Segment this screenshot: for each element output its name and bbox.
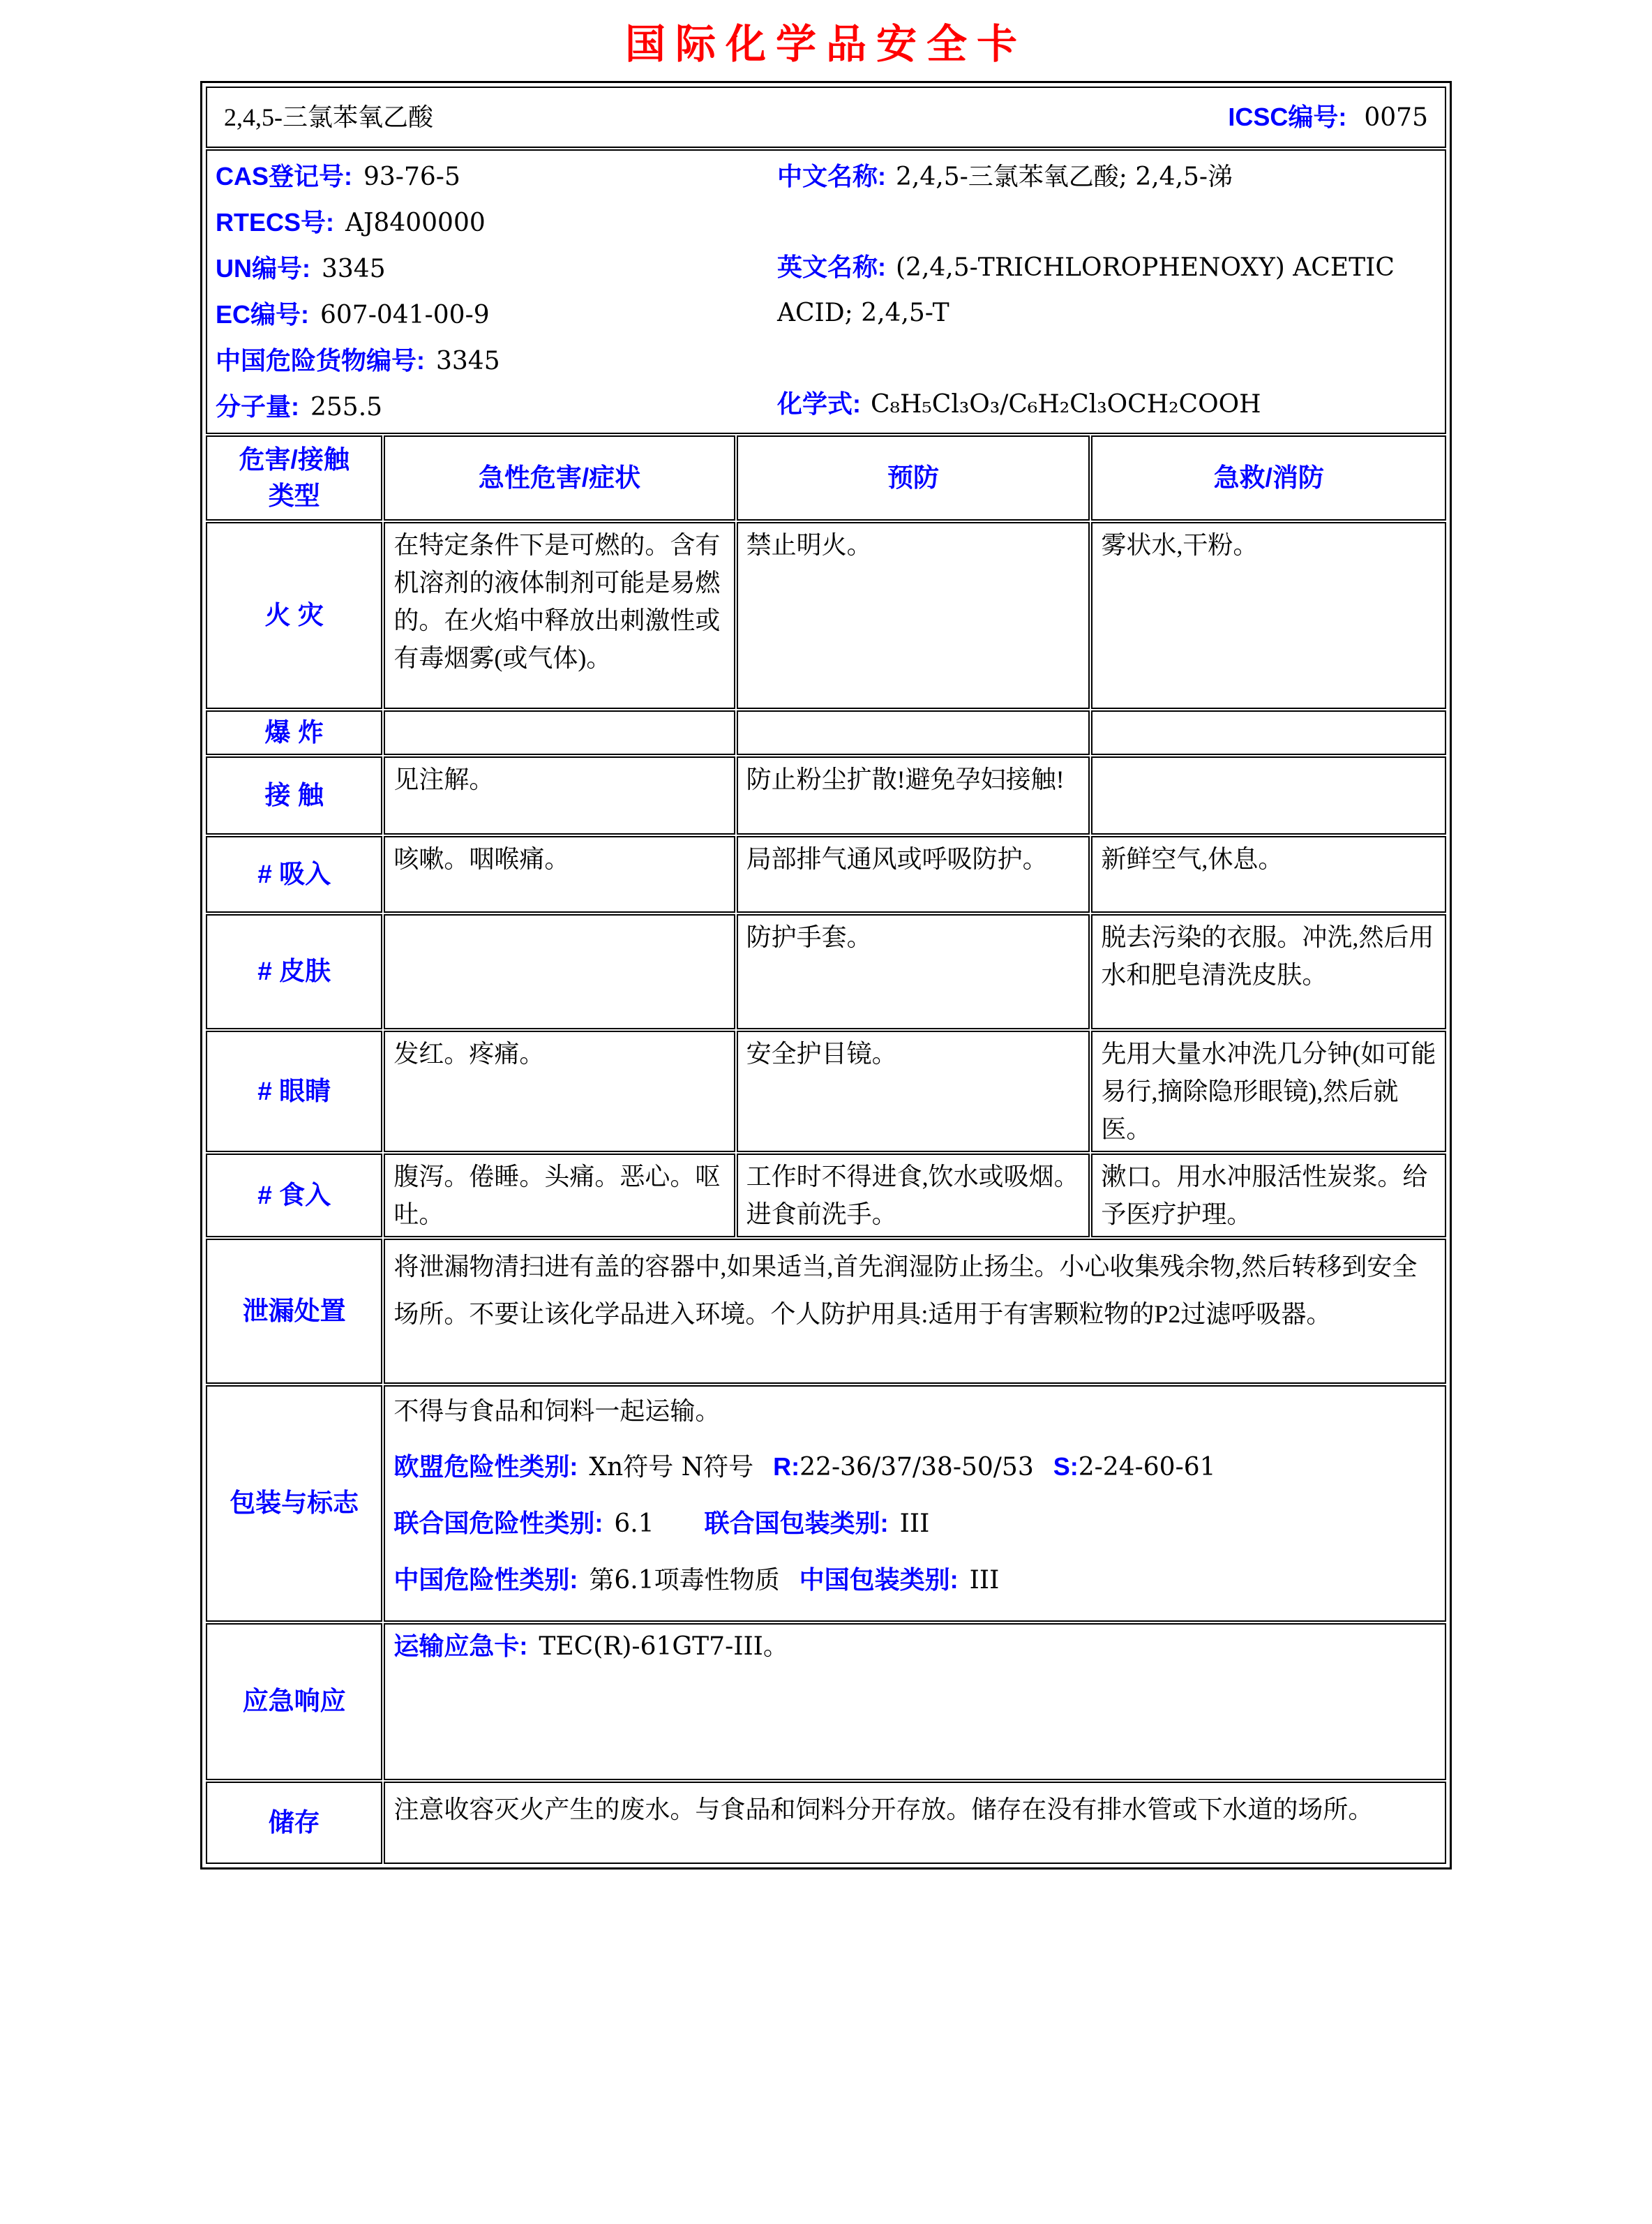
skin-row [206, 914, 1446, 1029]
eyes-firstaid-cell: 先用大量水冲洗几分钟(如可能易行,摘除隐形眼镜),然后就医。 [1091, 1031, 1446, 1152]
fire-prevention-cell: 禁止明火。 [737, 522, 1090, 709]
chemical-name: 2,4,5-三氯苯氧乙酸 [224, 103, 433, 131]
identifiers-left-column [216, 154, 777, 430]
formula-label: 化学式: [777, 389, 861, 418]
rtecs-number-line [216, 200, 777, 246]
cas-number-value: 93-76-5 [363, 163, 460, 191]
fire-symptoms-cell: 在特定条件下是可燃的。含有机溶剂的液体制剂可能是易燃的。在火焰中释放出刺激性或有毒烟雾(或气体)。 [384, 522, 735, 709]
english-name-value: (2,4,5-TRICHLOROPHENOXY) ACETIC ACID; 2,4,5-T [777, 253, 1395, 327]
transport-note: 不得与食品和饲料一起运输。 [393, 1396, 721, 1425]
formula-line [777, 381, 1436, 427]
inhalation-row-label: # 吸入 [206, 836, 382, 913]
chinese-name-value: 2,4,5-三氯苯氧乙酸; 2,4,5-涕 [896, 163, 1233, 191]
cas-number-label: CAS登记号: [216, 162, 352, 191]
fire-firstaid-cell: 雾状水,干粉。 [1091, 522, 1446, 709]
inhalation-symptoms-cell: 咳嗽。咽喉痛。 [384, 836, 735, 913]
storage-content-cell: 注意收容灭火产生的废水。与食品和饲料分开存放。储存在没有排水管或下水道的场所。 [384, 1782, 1446, 1864]
un-class-line [393, 1505, 1436, 1543]
header-acute-hazards: 急性危害/症状 [384, 435, 735, 521]
icsc-card [200, 81, 1452, 1869]
cas-number-line [216, 154, 777, 200]
contact-row-label: 接 触 [206, 756, 382, 835]
chinese-name-line [777, 154, 1436, 244]
english-name-line [777, 244, 1436, 336]
identifiers-right-column [777, 154, 1436, 430]
china-dg-number-label: 中国危险货物编号: [216, 346, 425, 375]
tec-card-label: 运输应急卡: [393, 1631, 528, 1660]
rtecs-number-value: AJ8400000 [345, 209, 486, 237]
explosion-firstaid-cell [1091, 710, 1446, 755]
icsc-number-label: ICSC编号: [1228, 102, 1347, 131]
contact-symptoms-cell: 见注解。 [384, 756, 735, 835]
ec-number-line [216, 292, 777, 338]
inhalation-firstaid-cell: 新鲜空气,休息。 [1091, 836, 1446, 913]
skin-firstaid-cell: 脱去污染的衣服。冲洗,然后用水和肥皂清洗皮肤。 [1091, 914, 1446, 1029]
header-hazard-type: 危害/接触 类型 [206, 435, 382, 521]
spill-row-label: 泄漏处置 [206, 1239, 382, 1384]
s-phrases-value: 2-24-60-61 [1078, 1452, 1216, 1482]
molecular-weight-value: 255.5 [310, 393, 383, 421]
eu-hazard-class-line [393, 1448, 1436, 1486]
emergency-row-label: 应急响应 [206, 1623, 382, 1780]
page-title: 国际化学品安全卡 [624, 22, 1027, 67]
cn-hazard-class-label: 中国危险性类别: [393, 1565, 578, 1594]
cn-packing-group-value: III [969, 1565, 1000, 1595]
icsc-card-table [204, 85, 1448, 1865]
explosion-prevention-cell [737, 710, 1090, 755]
eyes-symptoms-cell: 发红。疼痛。 [384, 1031, 735, 1152]
un-number-value: 3345 [322, 255, 386, 283]
r-phrases-value: 22-36/37/38-50/53 [799, 1452, 1034, 1482]
fire-row [206, 522, 1446, 709]
un-number-line [216, 246, 777, 292]
molecular-weight-label: 分子量: [216, 392, 299, 421]
china-dg-number-line [216, 338, 777, 384]
eyes-row [206, 1031, 1446, 1152]
packaging-row [206, 1385, 1446, 1622]
un-hazard-class-value: 6.1 [614, 1509, 654, 1538]
eu-hazard-class-value: Xn符号 N符号 [589, 1452, 754, 1482]
icsc-number-group [1228, 98, 1428, 137]
ingestion-prevention-cell: 工作时不得进食,饮水或吸烟。进食前洗手。 [737, 1154, 1090, 1237]
english-name-label: 英文名称: [777, 253, 886, 281]
molecular-weight-line [216, 384, 777, 430]
cn-packing-group-label: 中国包装类别: [799, 1565, 959, 1594]
tec-card-value: TEC(R)-61GT7-III。 [539, 1632, 788, 1661]
un-number-label: UN编号: [216, 254, 310, 283]
eu-hazard-class-label: 欧盟危险性类别: [393, 1451, 578, 1481]
cn-hazard-class-value: 第6.1项毒性物质 [589, 1565, 780, 1595]
inhalation-prevention-cell: 局部排气通风或呼吸防护。 [737, 836, 1090, 913]
un-packing-group-label: 联合国包装类别: [704, 1508, 889, 1537]
contact-row [206, 756, 1446, 835]
rtecs-number-label: RTECS号: [216, 208, 334, 237]
storage-row [206, 1782, 1446, 1864]
s-phrases-label: S: [1053, 1451, 1079, 1481]
r-phrases-label: R: [773, 1451, 800, 1481]
skin-prevention-cell: 防护手套。 [737, 914, 1090, 1029]
identifiers-section [206, 149, 1446, 434]
inhalation-row [206, 836, 1446, 913]
packaging-content-cell [384, 1385, 1446, 1622]
spill-row [206, 1239, 1446, 1384]
un-packing-group-value: III [899, 1509, 930, 1538]
un-hazard-class-label: 联合国危险性类别: [393, 1508, 603, 1537]
china-dg-number-value: 3345 [436, 347, 500, 375]
fire-row-label: 火 灾 [206, 522, 382, 709]
ingestion-row [206, 1154, 1446, 1237]
header-firstaid-firefighting: 急救/消防 [1091, 435, 1446, 521]
cn-class-line [393, 1561, 1436, 1599]
icsc-number-value: 0075 [1364, 103, 1428, 132]
ec-number-value: 607-041-00-9 [320, 301, 490, 329]
explosion-symptoms-cell [384, 710, 735, 755]
formula-value: C₈H₅Cl₃O₃/C₆H₂Cl₃OCH₂COOH [871, 390, 1261, 419]
eyes-prevention-cell: 安全护目镜。 [737, 1031, 1090, 1152]
contact-prevention-cell: 防止粉尘扩散!避免孕妇接触! [737, 756, 1090, 835]
ingestion-row-label: # 食入 [206, 1154, 382, 1237]
spill-content-cell: 将泄漏物清扫进有盖的容器中,如果适当,首先润湿防止扬尘。小心收集残余物,然后转移到安全场所。不要让该化学品进入环境。个人防护用具:适用于有害颗粒物的P2过滤呼吸器。 [384, 1239, 1446, 1384]
chinese-name-label: 中文名称: [777, 162, 886, 191]
ingestion-firstaid-cell: 漱口。用水冲服活性炭浆。给予医疗护理。 [1091, 1154, 1446, 1237]
explosion-row [206, 710, 1446, 755]
emergency-row [206, 1623, 1446, 1780]
card-name-row [206, 87, 1446, 148]
packaging-row-label: 包装与标志 [206, 1385, 382, 1622]
ingestion-symptoms-cell: 腹泻。倦睡。头痛。恶心。呕吐。 [384, 1154, 735, 1237]
contact-firstaid-cell [1091, 756, 1446, 835]
emergency-content-cell [384, 1623, 1446, 1780]
explosion-row-label: 爆 炸 [206, 710, 382, 755]
ec-number-label: EC编号: [216, 300, 309, 329]
skin-symptoms-cell [384, 914, 735, 1029]
eyes-row-label: # 眼睛 [206, 1031, 382, 1152]
skin-row-label: # 皮肤 [206, 914, 382, 1029]
storage-row-label: 储存 [206, 1782, 382, 1864]
header-prevention: 预防 [737, 435, 1090, 521]
